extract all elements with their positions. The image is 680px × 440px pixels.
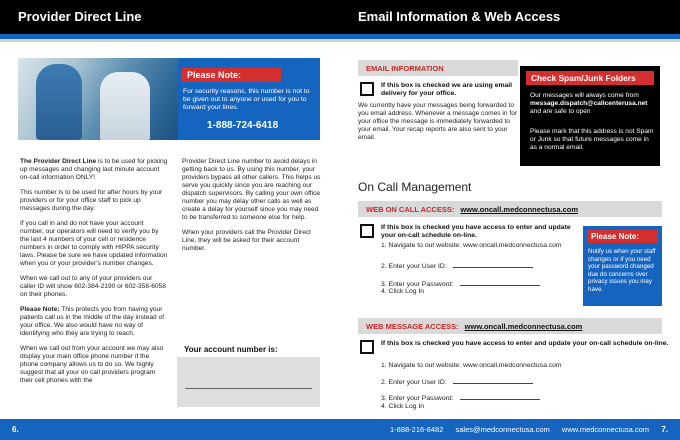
step-label: 2. Enter your User ID: [381,263,447,270]
paragraph: This number is to be used for after hours by your providers or for your office staff to pick up messages during the day. [20,189,163,212]
spam-junk-box [520,66,660,166]
paragraph [20,158,168,182]
password-field[interactable] [460,393,540,400]
bold-lead: Please Note: [20,306,60,313]
step-password [381,279,540,288]
password-note-box [583,226,662,306]
web-message-label: WEB MESSAGE ACCESS: [366,322,459,331]
spam-text: and are safe to open [530,108,591,115]
spam-text: Our messages will always come from [530,92,639,99]
web-oncall-checkbox[interactable] [360,224,374,238]
web-message-header [358,318,662,334]
email-info-header [358,60,518,76]
step-navigate: 1. Navigate to out website: www.oncall.medconnectusa.com [381,362,562,369]
provider-direct-phone: 1-888-724-6418 [207,120,279,131]
paragraph: If you call in and do not have your account number, our operators will need to verify you by the last 4 numbers of your cell or residence numbers in order to comply with HIPPA security laws. Please be sure we have updated information when you or your provider's number changes. [20,220,168,267]
page-number-right: 7. [661,425,668,434]
footer-phone: 1-888-216-8482 [390,425,444,434]
footer-contact [390,425,659,434]
footer-email[interactable]: sales@medconnectusa.com [455,425,550,434]
step-label: 2. Enter your User ID: [381,379,447,386]
email-delivery-label: If this box is checked we are using email delivery for your office. [381,82,513,97]
step-navigate: 1. Navigate to out website: www.oncall.medconnectusa.com [381,242,562,249]
web-message-checkbox[interactable] [360,340,374,354]
page-number-left: 6. [12,425,19,434]
paragraph: Provider Direct Line number to avoid delays in getting back to us. By using this number, your providers bypass all other callers. This helps us serve you quickly since you are reaching our dispatch supervisors. By calling your own office number you may delay other calls as well as create a delay for yourself since you may need to be transferred to someone else for help. [182,158,321,221]
email-info-body: We currently have your messages being forwarded to you email address. Whenever a message comes in for your office the message is immediately forwarded to your email. Your recap reports are also sent to your email. [358,102,518,141]
web-message-title [366,322,582,331]
step-login: 4. Click Log In [381,288,425,295]
web-oncall-checkbox-label: If this box is checked you have access to enter and update your on-call schedule on-line. [381,224,571,239]
header-bar [0,0,680,34]
step-password [381,393,540,402]
step-label: 3. Enter your Password: [381,281,454,288]
email-info-title: EMAIL INFORMATION [366,64,444,73]
left-column-text [20,158,168,392]
step-user-id [381,377,533,386]
web-message-url[interactable]: www.oncall.medconnectusa.com [464,322,583,331]
account-number-label: Your account number is: [184,345,278,354]
step-login: 4. Click Log In [381,403,425,410]
password-field[interactable] [460,279,540,286]
password-note-text: Notify us when your staff changes or if you need your password changed due do concerns over privacy issues you may have. [588,248,656,293]
sender-email: message.dispatch@callcenterusa.net [530,100,648,107]
hero-banner [18,58,320,140]
account-number-line [185,388,312,389]
oncall-management-title: On Call Management [358,180,472,194]
middle-column-text [182,158,322,260]
email-delivery-checkbox[interactable] [360,82,374,96]
hero-note-text: For security reasons, this number is not to be given out to anyone or used for you to forward your lines. [183,88,310,111]
step-user-id [381,261,533,270]
paragraph: When we call out to any of your providers our caller ID will show 602-384-2190 or 602-358-6058 on their phones. [20,275,166,298]
paragraph-text: This protects you from having your patients call us in the middle of the day instead of your office. We also would have no way of identifying who they are trying to reach. [20,306,165,337]
paragraph-text: is to be used for picking up messages and changing last minute account on-call information ONLY! [20,158,168,181]
user-id-field[interactable] [453,261,533,268]
left-page-title: Provider Direct Line [18,9,142,24]
photo-figure [100,72,150,140]
footer-website[interactable]: www.medconnectusa.com [561,425,650,434]
photo-figure [36,64,82,140]
right-page-title: Email Information & Web Access [358,9,561,24]
spam-text-2: Please mark that this address is not Spam or Junk so that future messages come in as a normal email. [530,128,654,151]
hero-photo [18,58,178,140]
password-note-label: Please Note: [587,230,658,243]
paragraph [20,306,168,338]
paragraph: When your providers call the Provider Direct Line, they will be asked for their account number. [182,229,311,252]
web-oncall-title [366,205,578,214]
web-oncall-label: WEB ON CALL ACCESS: [366,205,455,214]
footer-bar [0,419,680,440]
bold-lead: The Provider Direct Line [20,158,97,165]
web-message-checkbox-label: If this box is checked you have access to enter and update your on-call schedule on-line. [381,340,669,347]
spam-text-1 [530,92,656,116]
step-label: 3. Enter your Password: [381,395,454,402]
hero-note-label: Please Note: [181,68,281,82]
web-oncall-url[interactable]: www.oncall.medconnectusa.com [460,205,579,214]
account-number-box[interactable] [177,357,320,407]
user-id-field[interactable] [453,377,533,384]
paragraph: When we call out from your account we may also display your main office phone number if the phone company allows us to do so. We highly suggest that all your on call providers program their cell phones with the [20,345,164,384]
header-grey-stripe [0,39,680,42]
web-oncall-header [358,201,662,217]
spam-junk-title: Check Spam/Junk Folders [526,71,654,85]
